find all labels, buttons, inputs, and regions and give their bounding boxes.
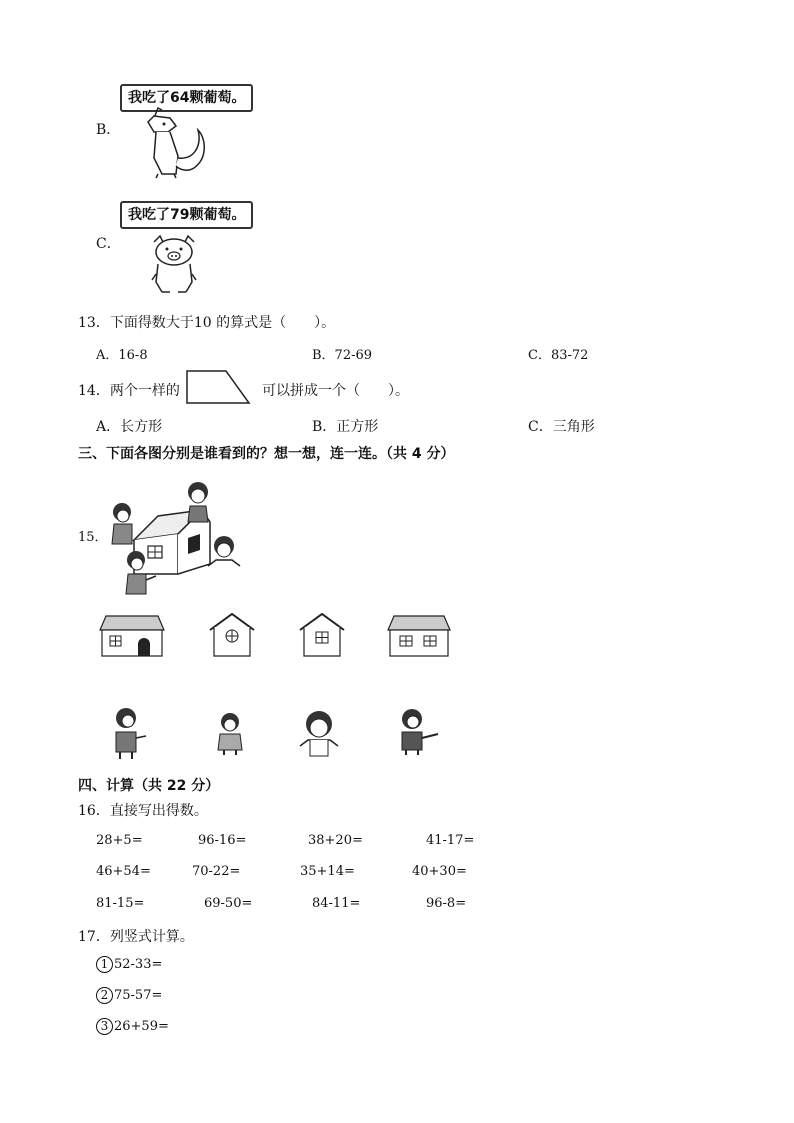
question-16: 16．直接写出得数。 [78, 803, 208, 819]
house-view-side-round-window [208, 612, 256, 658]
child-figure-3 [298, 710, 340, 758]
circled-number: 2 [96, 987, 113, 1004]
vertical-calc-expr: 52-33= [114, 957, 163, 972]
option-b-label: B． [96, 122, 121, 138]
house-view-side-square-window [298, 612, 346, 658]
section-4-title: 四、计算（共 22 分） [78, 778, 220, 794]
house-view-back-two-windows [386, 614, 452, 658]
fox-illustration [140, 108, 210, 180]
calc-item: 35+14= [300, 864, 355, 879]
calc-item: 81-15= [96, 896, 145, 911]
q14-option-a[interactable]: A．长方形 [96, 419, 163, 435]
calc-item: 40+30= [412, 864, 467, 879]
calc-item: 96-8= [426, 896, 467, 911]
trapezoid-shape [186, 370, 250, 404]
q13-option-b[interactable]: B．72-69 [312, 348, 373, 363]
question-14-before: 14．两个一样的 [78, 383, 180, 399]
q14-option-b[interactable]: B．正方形 [312, 419, 379, 435]
circled-number: 3 [96, 1018, 113, 1035]
question-13: 13．下面得数大于10 的算式是（ ）。 [78, 315, 336, 331]
q13-option-c[interactable]: C．83-72 [528, 348, 589, 363]
question-15-label: 15． [78, 530, 108, 545]
calc-item: 69-50= [204, 896, 253, 911]
vertical-calc-3 [96, 1018, 169, 1035]
calc-item: 96-16= [198, 833, 247, 848]
house-with-children-scene [104, 478, 254, 602]
option-c-label: C． [96, 236, 121, 252]
calc-item: 84-11= [312, 896, 361, 911]
speech-bubble-b: 我吃了64颗葡萄。 [120, 84, 253, 112]
calc-item: 46+54= [96, 864, 151, 879]
vertical-calc-1 [96, 956, 162, 973]
vertical-calc-expr: 75-57= [114, 988, 163, 1003]
calc-item: 41-17= [426, 833, 475, 848]
question-17: 17．列竖式计算。 [78, 929, 194, 945]
pig-illustration [150, 234, 198, 294]
question-14-after: 可以拼成一个（ ）。 [262, 383, 409, 399]
calc-item: 28+5= [96, 833, 143, 848]
q13-option-a[interactable]: A．16-8 [96, 348, 148, 363]
circled-number: 1 [96, 956, 113, 973]
house-view-front-door [98, 614, 166, 658]
child-figure-2 [212, 712, 248, 756]
vertical-calc-expr: 26+59= [114, 1019, 169, 1034]
calc-item: 70-22= [192, 864, 241, 879]
child-figure-4 [396, 708, 440, 756]
section-3-title: 三、下面各图分别是谁看到的？想一想，连一连。（共 4 分） [78, 446, 455, 462]
vertical-calc-2 [96, 987, 162, 1004]
child-figure-1 [110, 706, 150, 760]
speech-bubble-c: 我吃了79颗葡萄。 [120, 201, 253, 229]
q14-option-c[interactable]: C．三角形 [528, 419, 595, 435]
calc-item: 38+20= [308, 833, 363, 848]
